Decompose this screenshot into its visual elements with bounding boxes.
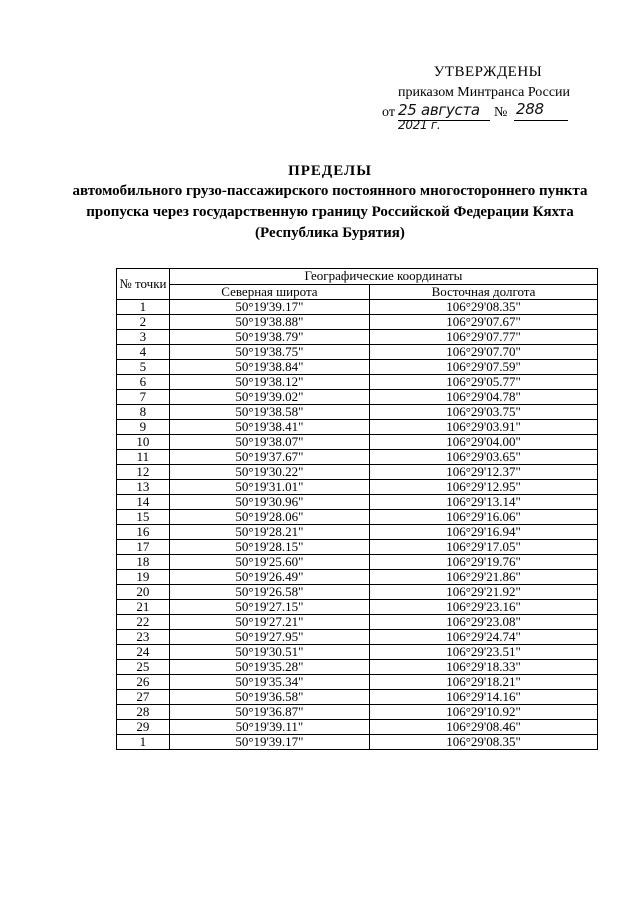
table-row: [117, 570, 598, 585]
longitude-cell: 106°29'04.78": [369, 390, 597, 405]
longitude-cell: 106°29'12.95": [369, 480, 597, 495]
latitude-cell: 50°19'39.17": [169, 300, 369, 315]
approval-title: УТВЕРЖДЕНЫ: [433, 64, 543, 80]
longitude-cell: 106°29'08.46": [369, 720, 597, 735]
point-number-cell: 12: [117, 465, 170, 480]
point-number-cell: 18: [117, 555, 170, 570]
table-header-row: [117, 269, 598, 285]
point-number-cell: 13: [117, 480, 170, 495]
document-subtitle-line-1: автомобильного грузо-пассажирского постоянного многостороннего пункта: [72, 183, 588, 199]
point-number-cell: 22: [117, 615, 170, 630]
table-row: [117, 510, 598, 525]
latitude-cell: 50°19'25.60": [169, 555, 369, 570]
document-heading: [40, 163, 620, 243]
longitude-cell: 106°29'10.92": [369, 705, 597, 720]
point-number-cell: 1: [117, 300, 170, 315]
longitude-cell: 106°29'13.14": [369, 495, 597, 510]
latitude-cell: 50°19'38.58": [169, 405, 369, 420]
document-subtitle-line-2: пропуска через государственную границу Российской Федерации Кяхта: [86, 204, 574, 220]
longitude-cell: 106°29'14.16": [369, 690, 597, 705]
longitude-cell: 106°29'12.37": [369, 465, 597, 480]
point-number-cell: 6: [117, 375, 170, 390]
longitude-cell: 106°29'08.35": [369, 300, 597, 315]
latitude-cell: 50°19'28.21": [169, 525, 369, 540]
longitude-cell: 106°29'21.92": [369, 585, 597, 600]
table-row: [117, 615, 598, 630]
longitude-cell: 106°29'07.59": [369, 360, 597, 375]
point-number-cell: 2: [117, 315, 170, 330]
longitude-cell: 106°29'19.76": [369, 555, 597, 570]
latitude-cell: 50°19'30.96": [169, 495, 369, 510]
point-number-cell: 27: [117, 690, 170, 705]
latitude-cell: 50°19'35.28": [169, 660, 369, 675]
latitude-cell: 50°19'26.58": [169, 585, 369, 600]
document-subtitle-line-3: (Республика Бурятия): [255, 225, 405, 241]
latitude-cell: 50°19'35.34": [169, 675, 369, 690]
point-number-cell: 11: [117, 450, 170, 465]
handwritten-year: 2021 г.: [398, 118, 441, 132]
latitude-cell: 50°19'30.22": [169, 465, 369, 480]
table-row: [117, 300, 598, 315]
approval-block: [378, 64, 578, 135]
latitude-cell: 50°19'27.15": [169, 600, 369, 615]
latitude-cell: 50°19'38.88": [169, 315, 369, 330]
table-row: [117, 375, 598, 390]
point-number-cell: 26: [117, 675, 170, 690]
point-number-cell: 21: [117, 600, 170, 615]
point-number-cell: 9: [117, 420, 170, 435]
table-row: [117, 660, 598, 675]
latitude-cell: 50°19'31.01": [169, 480, 369, 495]
point-number-cell: 29: [117, 720, 170, 735]
longitude-cell: 106°29'07.67": [369, 315, 597, 330]
latitude-cell: 50°19'38.12": [169, 375, 369, 390]
order-date-number: [378, 100, 578, 135]
table-row: [117, 450, 598, 465]
latitude-cell: 50°19'38.41": [169, 420, 369, 435]
table-row: [117, 645, 598, 660]
point-number-cell: 1: [117, 735, 170, 750]
longitude-cell: 106°29'18.33": [369, 660, 597, 675]
point-number-cell: 24: [117, 645, 170, 660]
longitude-header: Восточная долгота: [369, 284, 597, 300]
point-number-cell: 28: [117, 705, 170, 720]
latitude-cell: 50°19'36.58": [169, 690, 369, 705]
longitude-cell: 106°29'23.08": [369, 615, 597, 630]
longitude-cell: 106°29'23.51": [369, 645, 597, 660]
table-row: [117, 480, 598, 495]
point-number-header: № точки: [117, 269, 170, 300]
table-row: [117, 465, 598, 480]
table-row: [117, 345, 598, 360]
point-number-cell: 19: [117, 570, 170, 585]
approval-order-line: приказом Минтранса России: [397, 85, 571, 100]
latitude-cell: 50°19'26.49": [169, 570, 369, 585]
table-row: [117, 735, 598, 750]
point-number-cell: 5: [117, 360, 170, 375]
point-number-cell: 20: [117, 585, 170, 600]
handwritten-number: 288: [516, 100, 544, 118]
latitude-cell: 50°19'39.11": [169, 720, 369, 735]
point-number-cell: 16: [117, 525, 170, 540]
point-number-cell: 4: [117, 345, 170, 360]
table-subheader-row: [117, 284, 598, 300]
longitude-cell: 106°29'07.70": [369, 345, 597, 360]
table-row: [117, 705, 598, 720]
latitude-cell: 50°19'28.06": [169, 510, 369, 525]
table-row: [117, 420, 598, 435]
table-row: [117, 330, 598, 345]
latitude-cell: 50°19'30.51": [169, 645, 369, 660]
longitude-cell: 106°29'03.75": [369, 405, 597, 420]
table-row: [117, 495, 598, 510]
table-row: [117, 600, 598, 615]
latitude-cell: 50°19'27.95": [169, 630, 369, 645]
latitude-cell: 50°19'39.02": [169, 390, 369, 405]
number-underline: [514, 120, 568, 121]
point-number-cell: 7: [117, 390, 170, 405]
table-row: [117, 390, 598, 405]
longitude-cell: 106°29'03.65": [369, 450, 597, 465]
table-row: [117, 540, 598, 555]
latitude-cell: 50°19'38.84": [169, 360, 369, 375]
table-row: [117, 585, 598, 600]
latitude-cell: 50°19'38.75": [169, 345, 369, 360]
latitude-cell: 50°19'36.87": [169, 705, 369, 720]
longitude-cell: 106°29'18.21": [369, 675, 597, 690]
longitude-cell: 106°29'17.05": [369, 540, 597, 555]
coordinates-table: [116, 268, 598, 750]
table-row: [117, 720, 598, 735]
longitude-cell: 106°29'05.77": [369, 375, 597, 390]
longitude-cell: 106°29'03.91": [369, 420, 597, 435]
coordinates-header: Географические координаты: [169, 269, 597, 285]
point-number-cell: 23: [117, 630, 170, 645]
table-row: [117, 675, 598, 690]
from-label: от: [382, 105, 395, 120]
latitude-cell: 50°19'39.17": [169, 735, 369, 750]
handwritten-date: 25 августа: [398, 101, 480, 119]
longitude-cell: 106°29'07.77": [369, 330, 597, 345]
longitude-cell: 106°29'04.00": [369, 435, 597, 450]
number-label: №: [494, 105, 508, 120]
table-row: [117, 630, 598, 645]
latitude-cell: 50°19'27.21": [169, 615, 369, 630]
point-number-cell: 10: [117, 435, 170, 450]
point-number-cell: 14: [117, 495, 170, 510]
table-body: [117, 300, 598, 750]
longitude-cell: 106°29'21.86": [369, 570, 597, 585]
table-row: [117, 405, 598, 420]
longitude-cell: 106°29'16.94": [369, 525, 597, 540]
table-row: [117, 555, 598, 570]
table-row: [117, 360, 598, 375]
latitude-header: Северная широта: [169, 284, 369, 300]
longitude-cell: 106°29'08.35": [369, 735, 597, 750]
longitude-cell: 106°29'16.06": [369, 510, 597, 525]
point-number-cell: 25: [117, 660, 170, 675]
point-number-cell: 17: [117, 540, 170, 555]
longitude-cell: 106°29'23.16": [369, 600, 597, 615]
latitude-cell: 50°19'28.15": [169, 540, 369, 555]
point-number-cell: 8: [117, 405, 170, 420]
longitude-cell: 106°29'24.74": [369, 630, 597, 645]
latitude-cell: 50°19'37.67": [169, 450, 369, 465]
latitude-cell: 50°19'38.07": [169, 435, 369, 450]
table-row: [117, 690, 598, 705]
table-row: [117, 525, 598, 540]
document-title: ПРЕДЕЛЫ: [288, 163, 372, 179]
table-row: [117, 315, 598, 330]
point-number-cell: 15: [117, 510, 170, 525]
point-number-cell: 3: [117, 330, 170, 345]
table-row: [117, 435, 598, 450]
latitude-cell: 50°19'38.79": [169, 330, 369, 345]
